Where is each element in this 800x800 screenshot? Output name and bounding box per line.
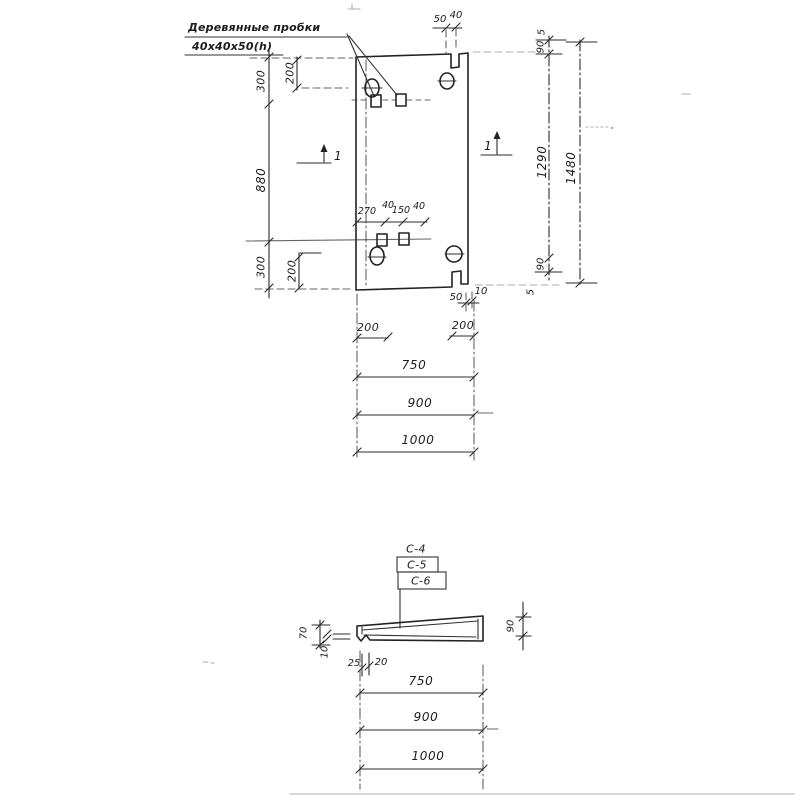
extension-lines (446, 29, 456, 53)
plan-left-dimensions (250, 50, 353, 298)
notch-dimensions (433, 10, 487, 312)
section-cut-marks (297, 131, 512, 163)
scan-artifacts (203, 4, 794, 794)
plug-row-axis-bottom (246, 239, 431, 241)
section-view (299, 543, 532, 790)
dim-10-bars (333, 634, 350, 639)
dimension-ticks (323, 630, 331, 643)
dim-270: 270 (357, 206, 377, 217)
wooden-plug-symbols (371, 94, 409, 246)
plug-spacing-dimensions (353, 200, 429, 226)
section-left-dimensions (299, 620, 351, 658)
dim-880: 880 (254, 167, 268, 193)
dim-40a: 40 (381, 200, 395, 211)
dim-750: 750 (408, 674, 434, 688)
dim-70: 70 (298, 626, 310, 640)
note-leader-lines (347, 34, 397, 96)
dim-40b: 40 (412, 201, 426, 212)
dim-90: 90 (505, 619, 517, 633)
dim-900: 900 (407, 396, 433, 410)
dim-1000: 1000 (411, 749, 445, 763)
section-inner-lines (362, 619, 478, 639)
dim-1480: 1480 (564, 151, 578, 185)
dim-200-left: 200 (356, 321, 380, 334)
dim-300-bottom: 300 (254, 255, 268, 279)
note-wooden-plugs (185, 21, 347, 55)
dim-50-bottom: 50 (449, 292, 463, 303)
dim-750: 750 (401, 358, 427, 372)
callout-c6: C-6 (411, 574, 431, 588)
speck (348, 4, 360, 9)
section-bottom-dimensions (356, 651, 498, 789)
dim-10: 10 (319, 645, 331, 659)
section-right-dimension (506, 602, 532, 650)
callout-c4: C-4 (406, 542, 426, 556)
section-mark-left-label: 1 (334, 149, 343, 163)
dim-5-top: 5 (536, 28, 548, 36)
dim-5-bottom: 5 (525, 288, 537, 296)
dim-1000: 1000 (401, 433, 435, 447)
loop-icon (370, 247, 384, 265)
dim-90-top: 90 (535, 40, 547, 54)
plan-view (246, 34, 468, 290)
dim-90-bottom: 90 (535, 257, 547, 271)
dim-20: 20 (374, 657, 388, 668)
dim-200-right: 200 (451, 319, 475, 332)
dim-900: 900 (413, 710, 439, 724)
section-notch-dimensions (348, 653, 388, 676)
dim-200-bottom: 200 (285, 259, 299, 283)
speck (611, 127, 613, 129)
dim-90-lines (516, 602, 531, 650)
dim-150: 150 (391, 205, 411, 216)
section-arrow-left (321, 144, 328, 152)
note-line1: Деревянные пробки (188, 21, 321, 34)
dim-300-top: 300 (254, 69, 268, 93)
plug-icon (396, 94, 406, 106)
dim-40-top: 40 (449, 10, 463, 21)
speck (203, 662, 214, 663)
dim-50-top: 50 (433, 14, 447, 25)
dim-25: 25 (347, 658, 361, 669)
dim-10-bottom: 10 (474, 286, 488, 297)
section-arrow-right (494, 131, 501, 139)
note-line2: 40х40х50(h) (192, 40, 273, 53)
plan-right-dimensions (473, 29, 610, 295)
callout-stack (397, 543, 446, 629)
plan-bottom-dimensions (353, 294, 493, 460)
callout-c5: C-5 (407, 558, 427, 572)
dim-200-top: 200 (283, 61, 297, 85)
dim-1290: 1290 (535, 145, 549, 179)
section-mark-right-label: 1 (484, 139, 493, 153)
dim-line-inner (297, 57, 321, 289)
